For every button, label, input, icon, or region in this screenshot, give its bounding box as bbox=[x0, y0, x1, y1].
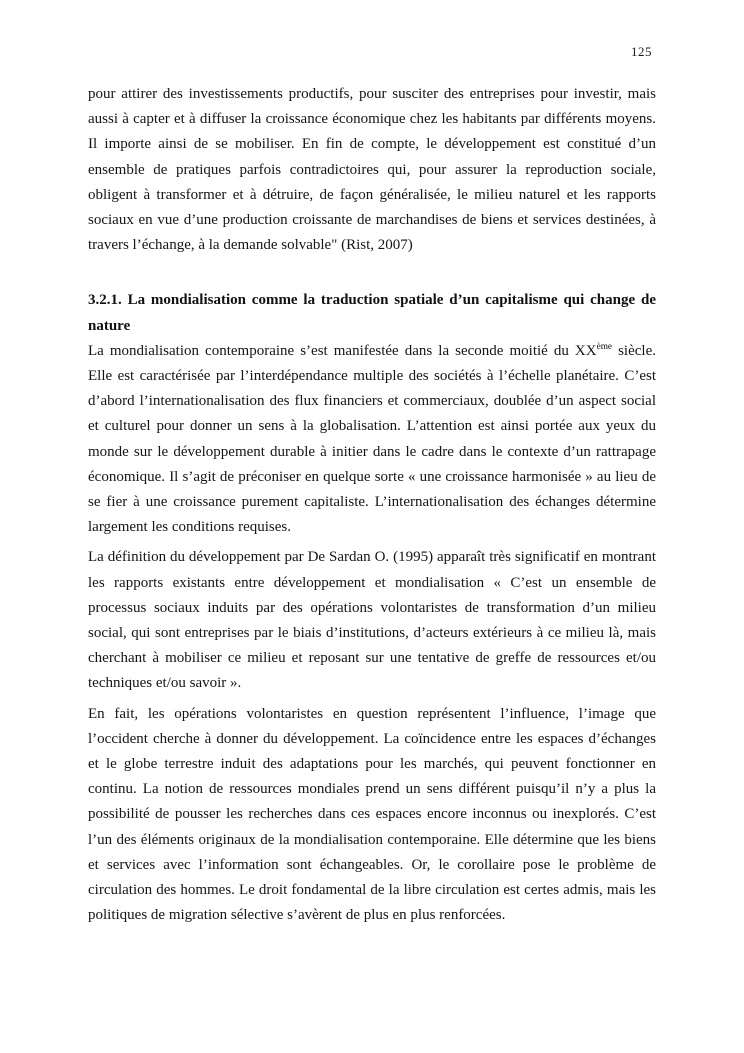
paragraph-operations-volontaristes: En fait, les opérations volontaristes en question représentent l’influence, l’image que l’occident cherche à donner du développement. La coïncidence entre les espaces d’échanges et le globe terrestre induit des adaptations pour les marchés, qui peuvent fonctionner en continu. La notion de ressources mondiales prend un sens différent puisqu’il n’y a plus la possibilité de pousser les recherches dans ces espaces encore inconnus ou inexplorés. C’est l’un des éléments originaux de la mondialisation contemporaine. Elle détermine que les biens et services avec l’information sont échangeables. Or, le corollaire pose le problème de circulation des hommes. Le droit fondamental de la libre circulation est certes admis, mais les politiques de migration sélective s’avèrent de plus en plus renforcées. bbox=[88, 705, 656, 924]
paragraph-quote-rist: pour attirer des investissements productifs, pour susciter des entreprises pour investir, mais aussi à capter et à diffuser la croissance économique chez les habitants par différents moyens. Il importe ainsi de se mobiliser. En fin de compte, le développement est constitué d’un ensemble de pratiques parfois contradictoires qui, pour assurer la reproduction sociale, obligent à transformer et à détruire, de façon généralisée, le milieu naturel et les rapports sociaux en vue d’une production croissante de marchandises de biens et services destinées, à travers l’échange, à la demande solvable" (Rist, 2007) bbox=[88, 86, 656, 254]
paragraph-mondialisation-text-after: siècle. Elle est caractérisée par l’interdépendance multiple des sociétés à l’échelle planétaire. C’est d’abord l’internationalisation des flux financiers et commerciaux, doublée d’un aspect social et culturel pour donner un sens à la globalisation. L’attention est ainsi portée aux yeux du monde sur le développement durable à initier dans le cadre dans le contexte d’un rattrapage économique. Il s’agit de préconiser en quelque sorte « une croissance harmonisée » au lieu de se fier à une croissance purement capitaliste. L’internationalisation des échanges détermine largement les conditions requises. bbox=[88, 342, 656, 536]
paragraph-mondialisation-text-before: La mondialisation contemporaine s’est manifestée dans la seconde moitié du XX bbox=[88, 342, 597, 359]
ordinal-superscript: ème bbox=[596, 341, 613, 352]
page-number: 125 bbox=[631, 44, 652, 59]
body-text bbox=[88, 82, 656, 929]
section-heading-3-2-1: 3.2.1. La mondialisation comme la traduction spatiale d’un capitalisme qui change de nature bbox=[88, 292, 656, 334]
paragraph-definition-developpement: La définition du développement par De Sardan O. (1995) apparaît très significatif en montrant les rapports existants entre développement et mondialisation « C’est un ensemble de processus sociaux induits par des opérations volontaristes de transformation d’un milieu social, qui sont entreprises par le biais d’institutions, d’acteurs extérieurs à ce milieu là, mais cherchant à mobiliser ce milieu et reposant sur une tentative de greffe de ressources et/ou techniques et/ou savoir ». bbox=[88, 549, 656, 692]
paragraph-mondialisation bbox=[88, 339, 656, 541]
